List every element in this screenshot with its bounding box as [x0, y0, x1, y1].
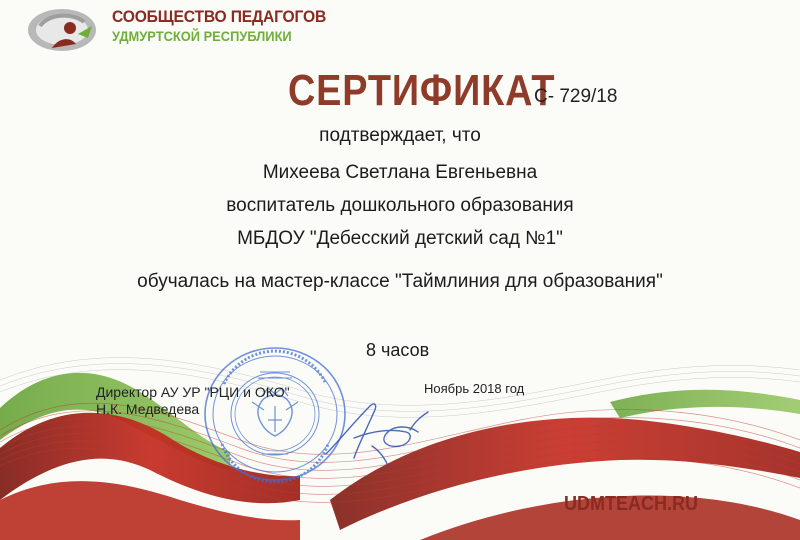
issue-date: Ноябрь 2018 год [424, 381, 525, 396]
course-hours: 8 часов [366, 340, 430, 360]
certificate-number: С- 729/18 [534, 86, 618, 107]
recipient-name: Михеева Светлана Евгеньевна [262, 162, 538, 183]
course-description: обучалась на мастер-классе "Таймлиния для образования" [137, 271, 663, 292]
recipient-institution: МБДОУ "Дебесский детский сад №1" [237, 228, 563, 249]
recipient-position: воспитатель дошкольного образования [226, 195, 574, 216]
certificate-title: СЕРТИФИКАТ [288, 66, 556, 115]
community-logo-icon [22, 4, 102, 54]
handwritten-signature-icon [318, 392, 438, 472]
signer-title: Директор АУ УР "РЦИ и ОКО" [96, 384, 290, 400]
org-region: УДМУРТСКОЙ РЕСПУБЛИКИ [112, 28, 292, 44]
org-name: СООБЩЕСТВО ПЕДАГОГОВ [112, 7, 327, 26]
signer-name: Н.К. Медведева [96, 401, 200, 417]
confirms-text: подтверждает, что [319, 125, 481, 146]
footer-website: UDMTEACH.RU [564, 493, 699, 515]
